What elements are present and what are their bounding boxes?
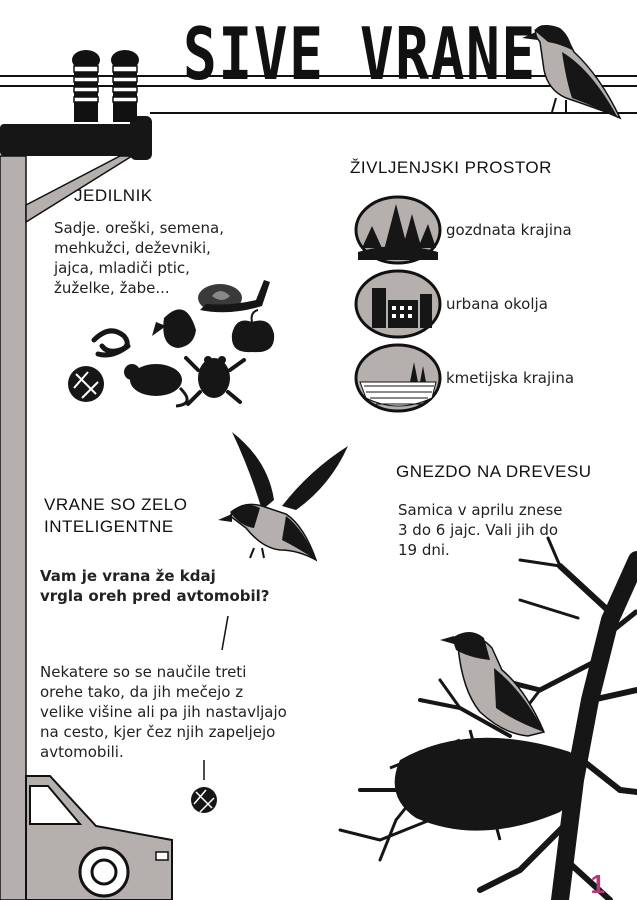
worm-icon bbox=[94, 331, 128, 355]
intelligence-body bbox=[40, 662, 340, 762]
frog-icon bbox=[186, 356, 244, 404]
body-line: Nekatere so se naučile treti bbox=[40, 663, 247, 681]
nest-line: 3 do 6 jajc. Vali jih do bbox=[398, 521, 559, 539]
nest-line: 19 dni. bbox=[398, 541, 450, 559]
intelligence-heading-line: INTELIGENTNE bbox=[44, 517, 174, 536]
habitat-heading: ŽIVLJENJSKI PROSTOR bbox=[350, 158, 552, 177]
diet-icons bbox=[68, 280, 274, 406]
nest-line: Samica v aprilu znese bbox=[398, 501, 563, 519]
nest-heading: GNEZDO NA DREVESU bbox=[396, 462, 592, 481]
egg-shell-icon bbox=[152, 309, 196, 348]
intelligence-heading-line: VRANE SO ZELO bbox=[44, 495, 188, 514]
farmland-icon bbox=[356, 345, 440, 411]
question-line: vrgla oreh pred avtomobil? bbox=[40, 587, 270, 605]
forest-icon bbox=[356, 197, 440, 263]
habitat-forest-label: gozdnata krajina bbox=[446, 221, 572, 239]
diet-heading: JEDILNIK bbox=[74, 186, 153, 205]
diet-line: Sadje. oreški, semena, bbox=[54, 219, 224, 237]
falling-walnut-icon bbox=[191, 787, 217, 813]
habitat-urban-label: urbana okolja bbox=[446, 295, 548, 313]
diet-text bbox=[54, 218, 274, 298]
mouse-icon bbox=[124, 364, 187, 406]
diet-line: mehkužci, deževniki, bbox=[54, 239, 211, 257]
intelligence-question bbox=[40, 566, 269, 606]
walnut-icon bbox=[68, 366, 104, 402]
diet-line: žuželke, žabe... bbox=[54, 279, 170, 297]
nest-text bbox=[398, 500, 628, 560]
fall-line bbox=[222, 616, 228, 650]
body-line: velike višine ali pa jih nastavljajo bbox=[40, 703, 287, 721]
page-title: SIVE VRANE bbox=[183, 12, 537, 96]
urban-icon bbox=[356, 271, 440, 337]
body-line: na cesto, kjer čez njih zapeljejo bbox=[40, 723, 276, 741]
body-line: orehe tako, da jih mečejo z bbox=[40, 683, 244, 701]
nesting-crow-icon bbox=[440, 632, 544, 736]
habitat-farmland-label: kmetijska krajina bbox=[446, 369, 575, 387]
car-icon bbox=[26, 776, 172, 900]
flying-crow-icon bbox=[218, 432, 348, 560]
question-line: Vam je vrana že kdaj bbox=[40, 567, 216, 585]
body-line: avtomobili. bbox=[40, 743, 124, 761]
page-number: 1 bbox=[590, 869, 605, 899]
diet-line: jajca, mladiči ptic, bbox=[54, 259, 190, 277]
intelligence-heading bbox=[44, 494, 187, 538]
apple-icon bbox=[232, 310, 274, 352]
